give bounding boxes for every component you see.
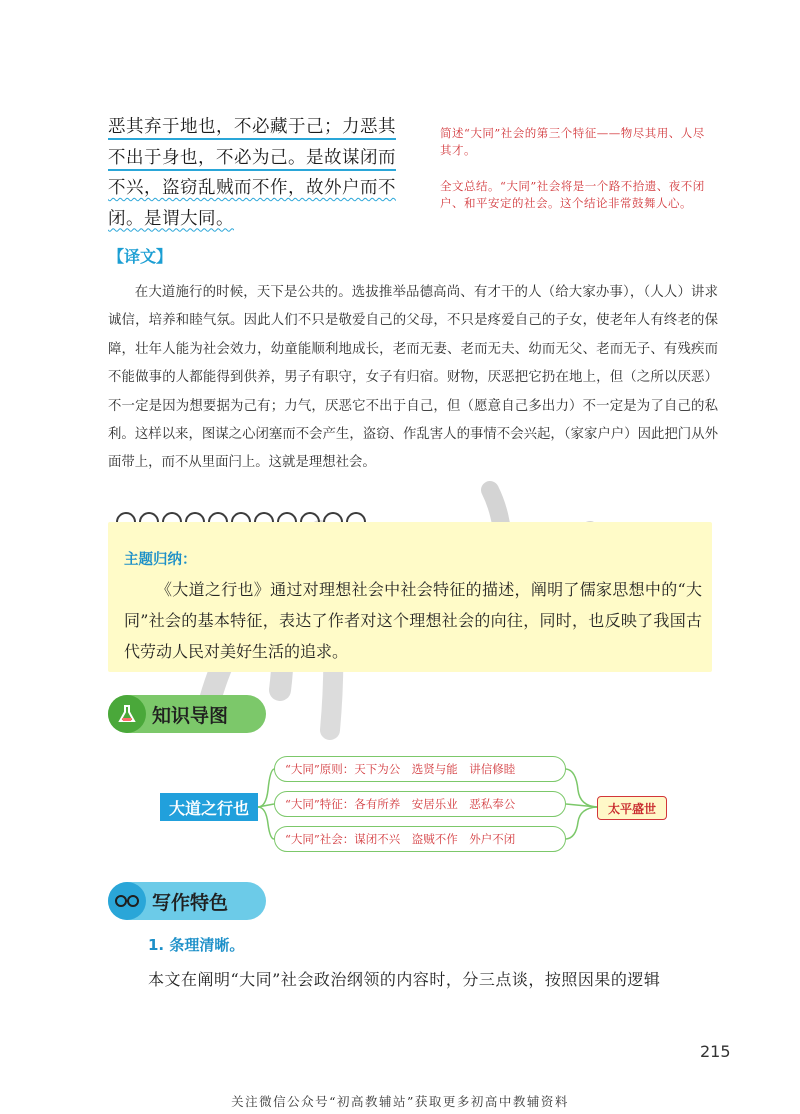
writing-feature-title: 写作特色 bbox=[152, 891, 229, 914]
page-number: 215 bbox=[700, 1042, 731, 1061]
theme-paragraph: 《大道之行也》通过对理想社会中社会特征的描述，阐明了儒家思想中的“大同”社会的基本特征，表达了作者对这个理想社会的向往，同时，也反映了我国古代劳动人民对美好生活的追求。 bbox=[124, 580, 702, 661]
footer-note: 关注微信公众号“初高教辅站”获取更多初高中教辅资料 bbox=[231, 1094, 569, 1109]
classic-line-2: 不出于身也，不必为己。是故谋闭而 bbox=[108, 148, 396, 171]
classic-line-1: 恶其弃于地也，不必藏于己；力恶其 bbox=[108, 117, 396, 140]
glasses-icon bbox=[108, 882, 146, 920]
theme-title: 主题归纳： bbox=[124, 552, 197, 568]
translation-paragraph: 在大道施行的时候，天下是公共的。选拔推举品德高尚、有才干的人（给大家办事），（人人）讲求诚信，培养和睦气氛。因此人们不只是敬爱自己的父母，不只是疼爱自己的子女，使老年人有终老的保障，壮年人能为社会效力，幼童能顺利地成长，老而无妻、老而无夫、幼而无父、老而无子、有残疾而不能做事的人都能得到供养，男子有职守，女子有归宿。财物，厌恶把它扔在地上，但（之所以厌恶）不一定是因为想要据为己有；力气，厌恶它不出于自己，但（愿意自己多出力）不一定是为了自己的私利。这样以来，图谋之心闭塞而不会产生，盗窃、作乱害人的事情不会兴起，（家家户户）因此把门从外面带上，而不从里面闩上。这就是理想社会。 bbox=[108, 285, 718, 471]
margin-note-1: 简述“大同”社会的第三个特征——物尽其用、人尽其才。 bbox=[440, 126, 705, 157]
mindmap-result: 太平盛世 bbox=[597, 796, 667, 820]
writing-point-text: 本文在阐明“大同”社会政治纲领的内容时，分三点谈，按照因果的逻辑 bbox=[148, 970, 661, 989]
classic-line-3: 不兴，盗窃乱贼而不作，故外户而不 bbox=[108, 178, 396, 198]
mindmap-branch-feature: “大同”特征：各有所养 安居乐业 恶私奉公 bbox=[274, 791, 566, 817]
mindmap-branch-society: “大同”社会：谋闭不兴 盗贼不作 外户不闭 bbox=[274, 826, 566, 852]
margin-note-2: 全文总结。“大同”社会将是一个路不拾遗、夜不闭户、和平安定的社会。这个结论非常鼓舞人心。 bbox=[440, 179, 705, 210]
mindmap-branch-principle: “大同”原则：天下为公 选贤与能 讲信修睦 bbox=[274, 756, 566, 782]
translation-heading: 【译文】 bbox=[108, 247, 173, 266]
writing-point-title: 1. 条理清晰。 bbox=[148, 936, 245, 954]
writing-feature-heading bbox=[108, 882, 266, 920]
classic-line-4: 闭。是谓大同。 bbox=[108, 208, 234, 229]
mindmap-root: 大道之行也 bbox=[160, 793, 258, 821]
knowledge-map-title: 知识导图 bbox=[152, 704, 229, 727]
